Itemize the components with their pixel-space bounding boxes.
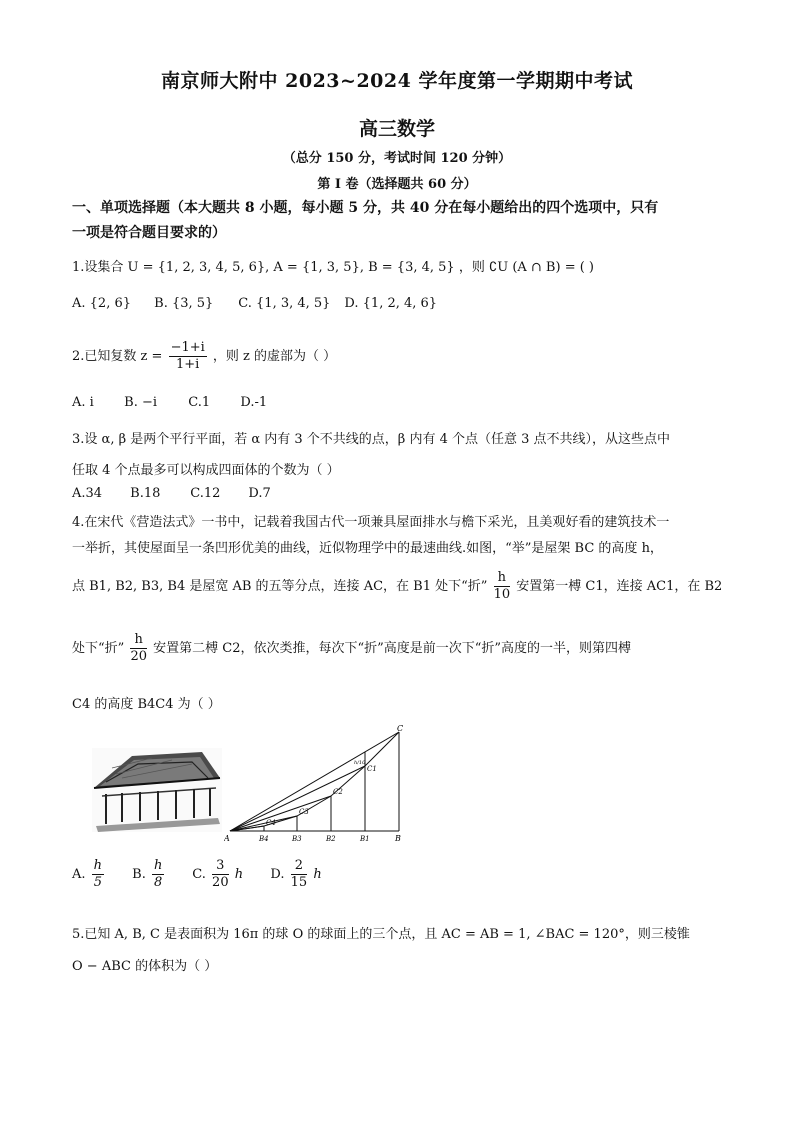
label-b2: B2 [326,835,336,843]
q4-option-b-label: B. [132,867,146,882]
roof-curve-diagram [224,722,414,844]
q4-option-d [270,858,321,891]
q4-line3-frac-num: h [494,570,511,587]
label-c2: C2 [333,788,343,796]
q2-option-d: D.-1 [240,395,268,410]
q2-stem-post: ，则 z 的虚部为（ ） [212,349,337,364]
q4-line4-fraction [130,632,147,665]
label-a: A [224,834,230,843]
q4-line4-frac-num: h [130,632,147,649]
q2-frac-num: −1+i [170,340,205,355]
q4-option-b-fraction [152,858,164,891]
q4-option-a-label: A. [72,867,86,882]
q2-frac-den: 1+i [176,357,200,372]
q4-option-c-tail: h [234,867,244,882]
q2-options [72,395,267,410]
q4-option-c-num: 3 [212,858,229,875]
label-b3: B3 [292,835,302,843]
q2-option-c: C.1 [188,395,211,410]
q3-option-b: B.18 [130,486,161,501]
q4-line1: 4.在宋代《营造法式》一书中，记载着我国古代一项兼具屋面排水与檐下采光，且美观好看的建筑技术一 [72,515,670,530]
q4-options [72,858,322,891]
q4-line4-post: 安置第二榑 C2，依次类推，每次下“折”高度是前一次下“折”高度的一半，则第四榑 [153,641,632,656]
q4-option-d-den: 15 [290,875,308,890]
label-c4: C4 [266,819,276,827]
volume-heading: 第 I 卷（选择题共 60 分） [317,177,477,192]
label-c1: C1 [367,765,377,773]
label-b: B [395,834,401,843]
exam-subject: 高三数学 [358,118,435,140]
q4-option-d-fraction [291,858,308,891]
q4-option-b-num: h [153,858,163,873]
q3-line1: 3.设 α, β 是两个平行平面，若 α 内有 3 个不共线的点，β 内有 4 个点（任意 3 点不共线），从这些点中 [72,432,671,447]
label-b1: B1 [360,835,370,843]
q1-options [72,296,437,311]
label-b4: B4 [259,835,269,843]
q3-option-c: C.12 [190,486,221,501]
q3-line2: 任取 4 个点最多可以构成四面体的个数为（ ） [72,463,340,478]
q4-line3-frac-den: 10 [493,587,511,602]
exam-title: 南京师大附中 2023~2024 学年度第一学期期中考试 [161,70,633,92]
q2-option-b: B. −i [124,395,158,410]
q4-option-b-den: 8 [154,875,163,890]
q4-option-c-den: 20 [212,875,229,890]
q1-stem: 1.设集合 U = {1, 2, 3, 4, 5, 6}, A = {1, 3, 5}, B = {3, 4, 5} ，则 ∁U (A ∩ B) = ( ) [72,260,594,275]
q4-option-a-den: 5 [93,875,102,890]
q2-stem [72,340,336,373]
q5-line2: O − ABC 的体积为（ ） [72,959,218,974]
q4-line3 [72,570,722,603]
q4-line3-pre: 点 B1, B2, B3, B4 是屋宽 AB 的五等分点，连接 AC，在 B1 处下“折” [72,579,488,594]
q4-line2: 一举折，其使屋面呈一条凹形优美的曲线，近似物理学中的最速曲线.如图，“举”是屋架 BC 的高度 h， [72,541,663,556]
label-tick: h/10 [354,760,366,766]
q3-option-a: A.34 [72,486,103,501]
q4-option-d-label: D. [270,867,285,882]
ancient-building-illustration [92,748,222,832]
q5-line1: 5.已知 A, B, C 是表面积为 16π 的球 O 的球面上的三个点，且 AC = AB = 1, ∠BAC = 120°，则三棱锥 [72,927,690,942]
q4-line4 [72,632,631,665]
q1-option-a: A. {2, 6} [72,296,132,311]
section-heading-line1: 一、单项选择题（本大题共 8 小题，每小题 5 分，共 40 分在每小题给出的四个选项中，只有 [72,200,659,216]
q4-option-b [132,858,188,891]
q4-option-c [192,858,266,891]
q4-option-a [72,858,128,891]
q4-option-d-tail: h [313,867,322,882]
q4-option-a-num: h [93,858,103,873]
q4-option-c-label: C. [192,867,206,882]
exam-info: （总分 150 分，考试时间 120 分钟） [282,151,512,166]
q1-option-d: D. {1, 2, 4, 6} [344,296,438,311]
q2-option-a: A. i [72,395,94,410]
section-heading-line2: 一项是符合题目要求的） [72,225,226,241]
q4-line3-fraction [494,570,511,603]
q4-option-a-fraction [92,858,104,891]
line-ac [230,732,399,831]
q1-option-c: C. {1, 3, 4, 5} [238,296,331,311]
q4-option-d-num: 2 [291,858,308,875]
q4-line5: C4 的高度 B4C4 为（ ） [72,697,221,712]
q4-line4-frac-den: 20 [130,649,147,664]
q3-options [72,486,271,501]
q4-line4-pre: 处下“折” [72,641,125,656]
q2-fraction [169,340,207,373]
q4-option-c-fraction [212,858,229,891]
q4-line3-post: 安置第一榑 C1，连接 AC1，在 B2 [516,579,723,594]
q3-option-d: D.7 [248,486,271,501]
label-c3: C3 [299,808,309,816]
q2-stem-pre: 2.已知复数 z = [72,349,163,364]
label-c: C [397,724,404,733]
q1-option-b: B. {3, 5} [154,296,214,311]
